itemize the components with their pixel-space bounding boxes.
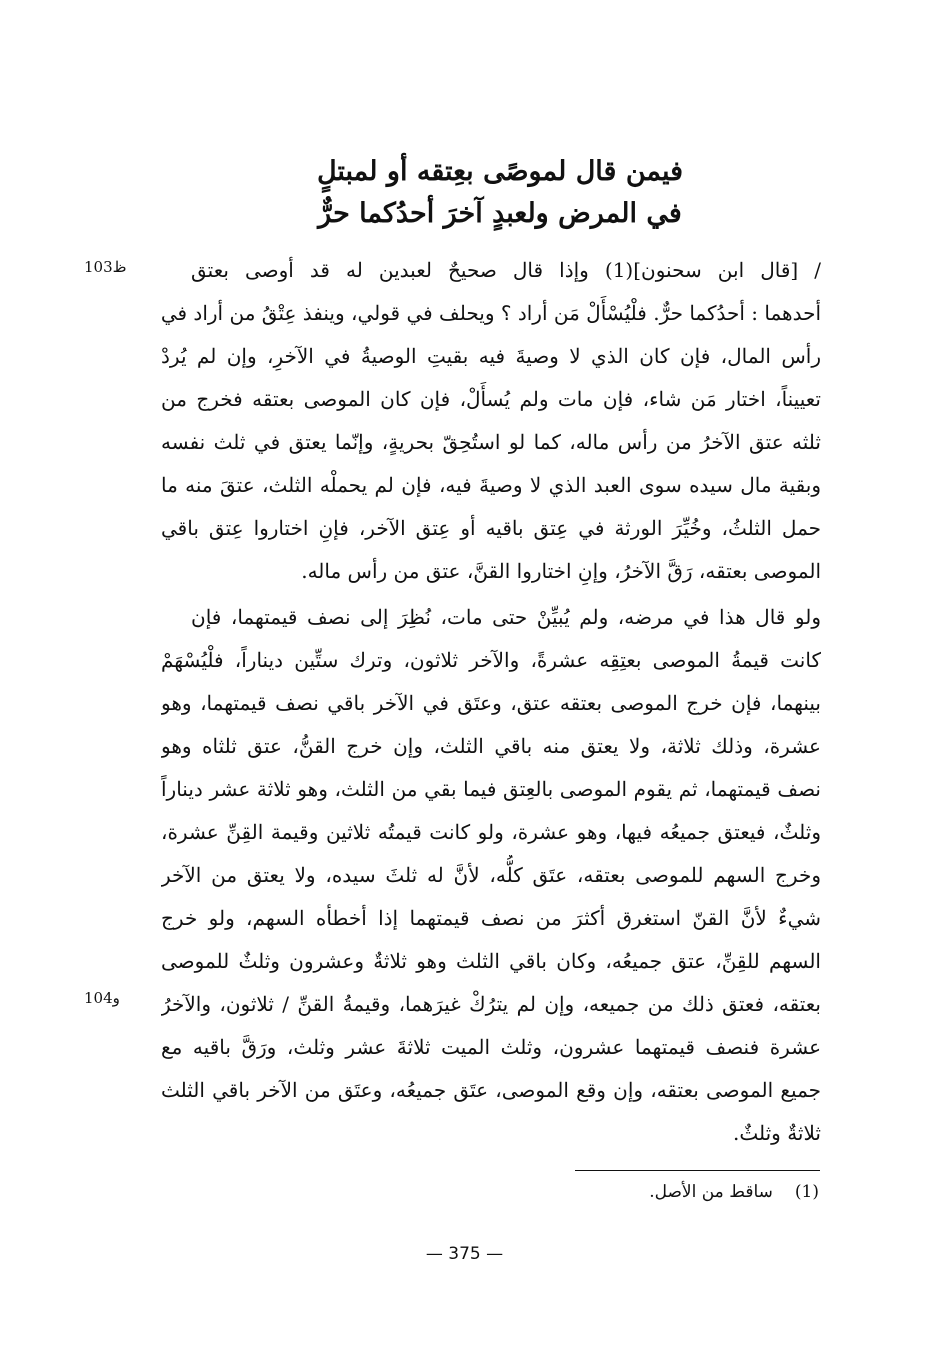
text-line: عشرة، وذلك ثلاثة، ولا يعتق منه باقي الثلث، وإن خرج القنُّ، عتق ثلثاه وهو [161, 734, 821, 758]
text-line: ولو قال هذا في مرضه، ولم يُبيِّنْ حتى مات، نُظِرَ إلى نصف قيمتهما، فإن [191, 605, 821, 629]
folio-marker-104: و104 [84, 989, 120, 1007]
text-line: جميع الموصى بعتقه، وإن وقع الموصى، عتَق جميعُه، وعتَق من الآخر باقي الثلث [161, 1078, 821, 1102]
text-line: حمل الثلثُ، وخُيِّرَ الورثة في عِتق باقيه أو عِتق الآخر، فإنِ اختاروا عِتق باقي [161, 516, 821, 540]
chapter-title-line-1: فيمن قال لموصًى بعِتقه أو لمبتلٍ [316, 156, 684, 187]
footnote-number: (1) [794, 1182, 819, 1202]
text-line: الموصى بعتقه، رَقَّ الآخرُ، وإنِ اختاروا القنَّ، عتق من رأس ماله. [301, 559, 821, 583]
folio-marker-103: ظ103 [84, 258, 127, 276]
text-line: عشرة فنصف قيمتهما عشرون، وثلث الميت ثلاثةَ عشر وثلث، ورَقَّ باقيه مع [161, 1035, 821, 1059]
text-line: بينهما، فإن خرج الموصى بعتقه عتق، وعتَق في الآخر باقي نصف قيمتهما، وهو [161, 691, 821, 715]
footnote [419, 1177, 819, 1207]
text-line: وثلثٌ، فيعتق جميعُه فيها، وهو عشرة، ولو كانت قيمتُه ثلاثين وقيمة القِنِّ عشرة، [161, 820, 821, 844]
footnote-divider [575, 1170, 820, 1171]
text-line: رأس المال، فإن كان الذي لا وصيةَ فيه بقيتِ الوصيةُ في الآخرِ، وإن لم يُردْ [161, 344, 821, 368]
text-line: / [قال ابن سحنون](1) وإذا قال صحيحٌ لعبدين له قد أوصى بعتق [191, 258, 821, 282]
text-line: نصف قيمتهما، ثم يقوم الموصى بالعِتق فيما بقي من الثلث، وهو ثلاثة عشر ديناراً [161, 777, 821, 801]
text-line: وبقية مال سيده سوى العبد الذي لا وصيةَ فيه، فإن لم يحملْه الثلث، عتقَ منه ما [161, 473, 821, 497]
text-line: بعتقه، فعتق ذلك من جميعه، وإن لم يترُكْ غيرَهما، وقيمةُ القنِّ / ثلاثون، والآخرُ [161, 992, 821, 1016]
chapter-title-line-2: في المرض ولعبدٍ آخرَ أحدُكما حرٌّ [318, 198, 682, 229]
text-line: أحدهما : أحدُكما حرٌّ. فلْيُسْأَلْ مَن أراد ؟ ويحلف في قولي، وينفذ عِتْقُ من أراد في [161, 301, 821, 325]
footnote-text: ساقط من الأصل. [649, 1182, 773, 1202]
text-line: تعييناً، اختار مَن شاء، فإن مات ولم يُسأَلْ، فإن كان الموصى بعتقه فخرج من [161, 387, 821, 411]
text-line: السهم للقِنِّ، عتق جميعُه، وكان باقي الثلث وهو ثلاثةٌ وعشرون وثلثٌ للموصى [161, 949, 821, 973]
page-number: — 375 — [425, 1244, 504, 1264]
text-line: شيءٌ لأنَّ القنّ استغرق أكثرَ من نصف قيمتهما إذا أخطأه السهم، ولو خرج [161, 906, 821, 930]
text-line: وخرج السهم للموصى بعتقه، عتَق كلُّه، لأنَّ له ثلثَ سيده، ولا يعتق من الآخر [161, 863, 821, 887]
text-line: كانت قيمةُ الموصى بعتِقِه عشرةً، والآخر ثلاثون، وترك ستِّين ديناراً، فلْيُسْهَمْ [161, 648, 821, 672]
text-line: ثلاثةٌ وثلثٌ. [733, 1121, 821, 1145]
text-line: ثلثه عتق الآخرُ من رأس ماله، كما لو استُحِقّ بحريةٍ، وإنّما يعتق في ثلث نفسه [161, 430, 821, 454]
